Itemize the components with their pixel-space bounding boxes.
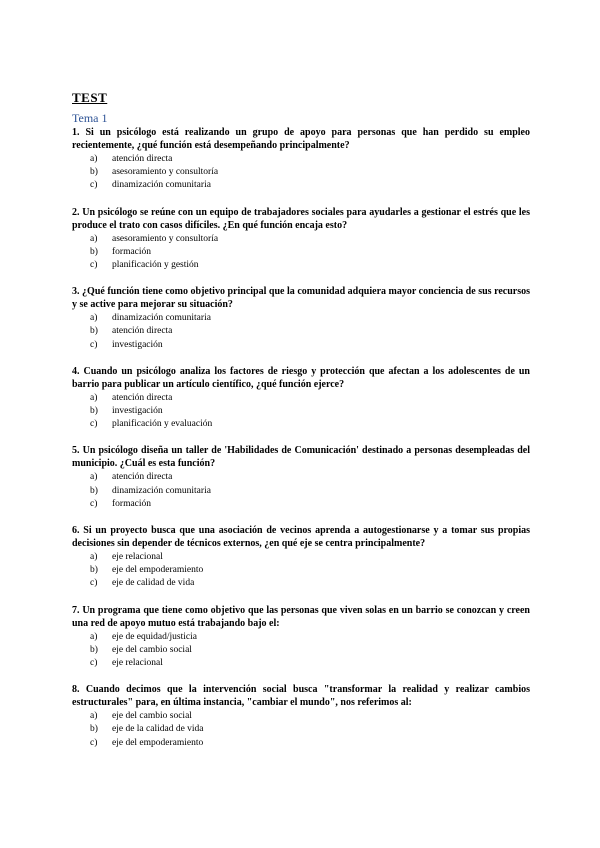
answer-option <box>90 233 530 246</box>
option-text: eje del empoderamiento <box>112 565 204 576</box>
answer-options <box>72 312 530 352</box>
option-text: formación <box>112 246 152 257</box>
answer-option <box>90 153 530 166</box>
option-text: eje de equidad/justicia <box>112 631 197 642</box>
question-3 <box>72 285 530 352</box>
option-text: eje del cambio social <box>112 644 192 655</box>
question-4 <box>72 365 530 432</box>
answer-option <box>90 418 530 431</box>
option-letter: a) <box>90 313 98 324</box>
answer-option <box>90 166 530 179</box>
option-text: asesoramiento y consultoría <box>112 233 219 244</box>
question-text: 5. Un psicólogo diseña un taller de 'Habilidades de Comunicación' destinado a personas desempleadas del municipio. ¿Cuál es esta función? <box>72 445 530 470</box>
option-letter: b) <box>90 644 98 655</box>
option-text: atención directa <box>112 154 173 164</box>
question-text: 6. Si un proyecto busca que una asociación de vecinos aprenda a autogestionarse y a tomar sus propias decisiones sin depender de técnicos externos, ¿en qué eje se centra principalmente? <box>72 525 530 550</box>
option-letter: a) <box>90 392 98 403</box>
answer-option <box>90 577 530 590</box>
option-letter: b) <box>90 724 98 735</box>
answer-option <box>90 246 530 259</box>
option-letter: b) <box>90 565 98 576</box>
answer-option <box>90 339 530 352</box>
answer-option <box>90 485 530 498</box>
option-letter: c) <box>90 658 98 669</box>
option-letter: b) <box>90 406 98 417</box>
answer-option <box>90 312 530 325</box>
option-letter: c) <box>90 498 98 509</box>
answer-option <box>90 657 530 670</box>
answer-option <box>90 259 530 272</box>
answer-option <box>90 471 530 484</box>
question-text: 3. ¿Qué función tiene como objetivo principal que la comunidad adquiera mayor conciencia de sus recursos y se active para mejorar su situación? <box>72 286 530 311</box>
question-list <box>72 126 530 763</box>
option-text: atención directa <box>112 392 173 403</box>
option-text: eje relacional <box>112 658 163 669</box>
option-letter: a) <box>90 552 98 563</box>
option-text: atención directa <box>112 326 173 337</box>
option-letter: a) <box>90 631 98 642</box>
option-letter: a) <box>90 154 98 164</box>
option-letter: b) <box>90 167 98 178</box>
option-letter: a) <box>90 711 98 722</box>
answer-option <box>90 325 530 338</box>
answer-option <box>90 405 530 418</box>
answer-option <box>90 644 530 657</box>
option-text: eje del cambio social <box>112 711 192 722</box>
question-5 <box>72 444 530 511</box>
option-text: eje de la calidad de vida <box>112 724 204 735</box>
answer-option <box>90 564 530 577</box>
question-text: 2. Un psicólogo se reúne con un equipo de trabajadores sociales para ayudarles a gestionar el estrés que les produce el trato con casos difíciles. ¿En qué función encaja esto? <box>72 206 530 231</box>
option-text: formación <box>112 498 152 509</box>
question-1 <box>72 126 530 193</box>
option-text: atención directa <box>112 472 173 483</box>
option-letter: c) <box>90 419 98 430</box>
option-text: planificación y gestión <box>112 260 199 271</box>
question-text: 7. Un programa que tiene como objetivo que las personas que viven solas en un barrio se conozcan y creen una red de apoyo mutuo está trabajando bajo el: <box>72 604 530 629</box>
answer-options <box>72 471 530 511</box>
answer-options <box>72 153 530 193</box>
answer-option <box>90 710 530 723</box>
question-7 <box>72 604 530 671</box>
answer-option <box>90 631 530 644</box>
section-title: Tema 1 <box>72 111 108 125</box>
document-title: TEST <box>72 90 108 105</box>
option-text: dinamización comunitaria <box>112 313 211 324</box>
answer-option <box>90 498 530 511</box>
option-text: planificación y evaluación <box>112 419 213 430</box>
option-letter: b) <box>90 246 98 257</box>
option-letter: a) <box>90 472 98 483</box>
option-text: dinamización comunitaria <box>112 180 211 191</box>
question-text: 1. Si un psicólogo está realizando un grupo de apoyo para personas que han perdido su empleo recientemente, ¿qué función está desempeñando principalmente? <box>72 127 530 151</box>
option-letter: c) <box>90 737 98 748</box>
option-letter: b) <box>90 326 98 337</box>
question-text: 8. Cuando decimos que la intervención social busca "transformar la realidad y realizar cambios estructurales" para, en última instancia, "cambiar el mundo", nos referimos al: <box>72 684 530 709</box>
question-2 <box>72 206 530 273</box>
option-letter: b) <box>90 485 98 496</box>
option-letter: a) <box>90 233 98 244</box>
answer-option <box>90 551 530 564</box>
option-letter: c) <box>90 180 98 191</box>
answer-option <box>90 737 530 750</box>
option-text: investigación <box>112 339 163 350</box>
option-text: dinamización comunitaria <box>112 485 211 496</box>
option-text: asesoramiento y consultoría <box>112 167 219 178</box>
answer-options <box>72 392 530 432</box>
question-8 <box>72 683 530 750</box>
option-letter: c) <box>90 578 98 589</box>
answer-option <box>90 179 530 192</box>
question-text: 4. Cuando un psicólogo analiza los factores de riesgo y protección que afectan a los adolescentes de un barrio para publicar un artículo científico, ¿qué función ejerce? <box>72 365 530 390</box>
option-text: eje relacional <box>112 552 163 563</box>
answer-option <box>90 723 530 736</box>
answer-options <box>72 551 530 591</box>
question-6 <box>72 524 530 591</box>
answer-options <box>72 233 530 273</box>
option-letter: c) <box>90 260 98 271</box>
option-text: investigación <box>112 406 163 417</box>
answer-option <box>90 392 530 405</box>
option-letter: c) <box>90 339 98 350</box>
option-text: eje del empoderamiento <box>112 737 204 748</box>
option-text: eje de calidad de vida <box>112 578 195 589</box>
answer-options <box>72 631 530 671</box>
answer-options <box>72 710 530 750</box>
